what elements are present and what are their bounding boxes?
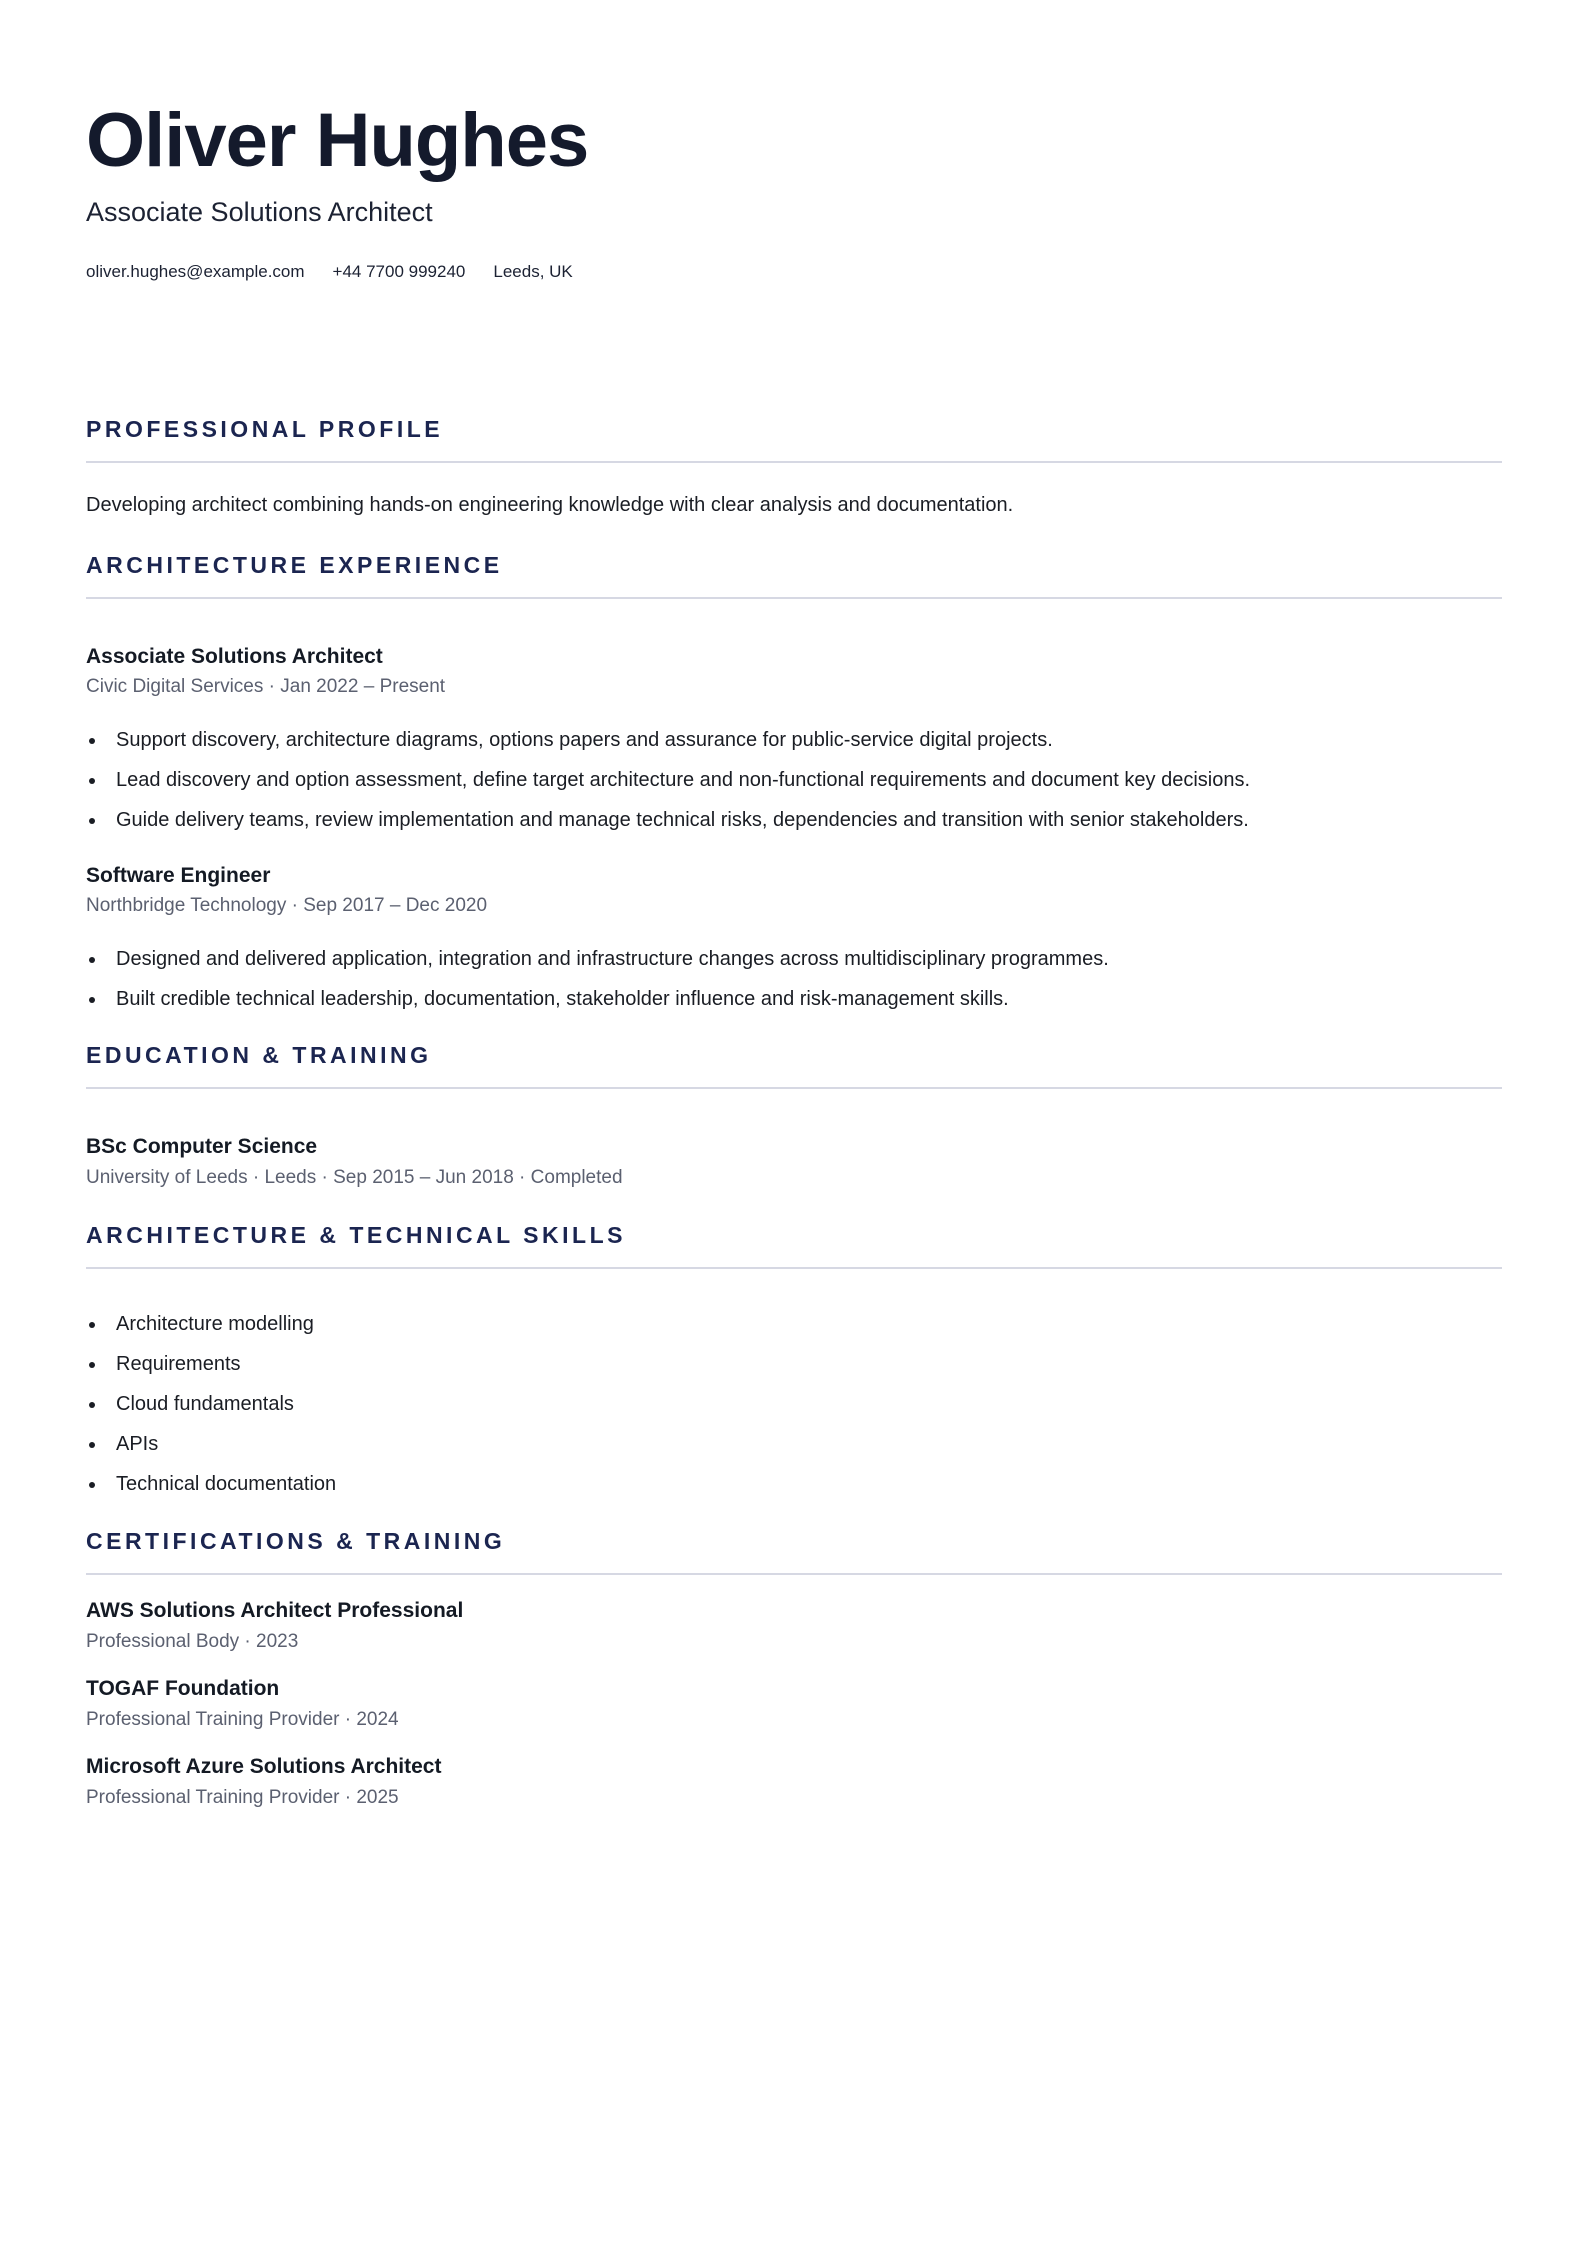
skill-item: APIs [86, 1432, 336, 1472]
bullet-item: Built credible technical leadership, documentation, stakeholder influence and risk-management skills. [86, 987, 1109, 1027]
contact-email: oliver.hughes@example.com [86, 262, 305, 281]
degree-title: BSc Computer Science [86, 1135, 318, 1158]
skill-item: Requirements [86, 1352, 336, 1392]
skills-list [86, 1312, 336, 1512]
skill-item: Architecture modelling [86, 1312, 336, 1352]
certification-name: AWS Solutions Architect Professional [86, 1599, 464, 1622]
degree-meta: University of Leeds · Leeds · Sep 2015 – Jun 2018 · Completed [86, 1167, 623, 1188]
certification-meta: Professional Training Provider · 2024 [86, 1709, 399, 1730]
contact-location: Leeds, UK [493, 262, 573, 281]
certification-name: Microsoft Azure Solutions Architect [86, 1755, 442, 1778]
bullet-item: Support discovery, architecture diagrams, options papers and assurance for public-service digital projects. [86, 728, 1250, 768]
bullet-item: Guide delivery teams, review implementation and manage technical risks, dependencies and transition with senior stakeholders. [86, 808, 1250, 848]
section-heading-experience: ARCHITECTURE EXPERIENCE [86, 552, 1502, 599]
contact-line [86, 262, 573, 282]
job-meta: Civic Digital Services · Jan 2022 – Present [86, 676, 446, 697]
section-heading-profile: PROFESSIONAL PROFILE [86, 416, 1502, 463]
section-heading-certifications: CERTIFICATIONS & TRAINING [86, 1528, 1502, 1575]
section-heading-education: EDUCATION & TRAINING [86, 1042, 1502, 1089]
job-title: Associate Solutions Architect [86, 645, 383, 668]
certification-meta: Professional Body · 2023 [86, 1631, 299, 1652]
candidate-title: Associate Solutions Architect [86, 197, 433, 227]
candidate-name: Oliver Hughes [86, 98, 589, 183]
certification-meta: Professional Training Provider · 2025 [86, 1787, 399, 1808]
bullet-item: Lead discovery and option assessment, define target architecture and non-functional requirements and document key decisions. [86, 768, 1250, 808]
skill-item: Cloud fundamentals [86, 1392, 336, 1432]
job-title: Software Engineer [86, 864, 271, 887]
section-heading-skills: ARCHITECTURE & TECHNICAL SKILLS [86, 1222, 1502, 1269]
job-bullets [86, 728, 1250, 848]
certification-name: TOGAF Foundation [86, 1677, 280, 1700]
profile-text: Developing architect combining hands-on engineering knowledge with clear analysis and documentation. [86, 494, 1014, 516]
contact-phone: +44 7700 999240 [332, 262, 466, 281]
job-meta: Northbridge Technology · Sep 2017 – Dec 2020 [86, 895, 488, 916]
skill-item: Technical documentation [86, 1472, 336, 1512]
bullet-item: Designed and delivered application, integration and infrastructure changes across multidisciplinary programmes. [86, 947, 1109, 987]
job-bullets [86, 947, 1109, 1027]
